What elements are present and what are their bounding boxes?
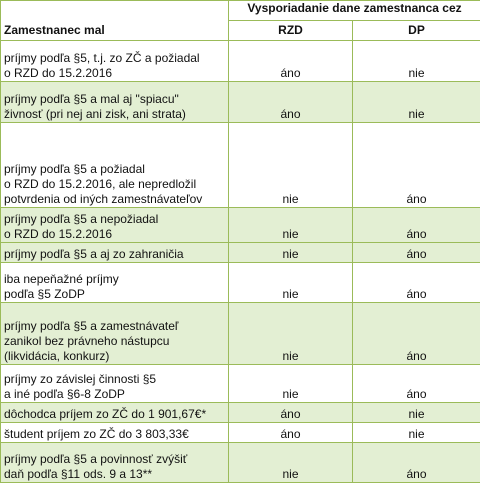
dp-cell: áno — [353, 243, 480, 263]
row-label — [1, 263, 229, 303]
row-label-line: príjmy podľa §5 a zamestnávateľ — [4, 319, 225, 334]
row-label — [1, 443, 229, 483]
table-row — [1, 243, 480, 263]
dp-cell: nie — [353, 82, 480, 123]
table-row — [1, 303, 480, 365]
row-label-line: príjmy podľa §5 a povinnosť zvýšiť — [4, 452, 225, 467]
row-label-line: potvrdenia od iných zamestnávateľov — [4, 192, 225, 207]
row-label-line: príjmy zo závislej činnosti §5 — [4, 372, 225, 387]
header-rzd: RZD — [229, 21, 353, 41]
row-label — [1, 123, 229, 208]
row-label-line: zanikol bez právneho nástupcu — [4, 334, 225, 349]
header-dp: DP — [353, 21, 480, 41]
row-label-line: o RZD do 15.2.2016 — [4, 66, 225, 81]
rzd-cell: nie — [229, 263, 353, 303]
row-label-line: dôchodca príjem zo ZČ do 1 901,67€* — [4, 407, 225, 422]
table-row — [1, 443, 480, 483]
row-label-line: príjmy podľa §5 a požiadal — [4, 162, 225, 177]
row-label-line: (likvidácia, konkurz) — [4, 349, 225, 364]
rzd-cell: nie — [229, 365, 353, 403]
table-row — [1, 403, 480, 423]
header-group-title: Vysporiadanie dane zamestnanca cez — [229, 1, 480, 21]
header-employee: Zamestnanec mal — [1, 1, 229, 41]
rzd-cell: áno — [229, 423, 353, 443]
row-label-line: príjmy podľa §5, t.j. zo ZČ a požiadal — [4, 51, 225, 66]
row-label-line: podľa §5 ZoDP — [4, 287, 225, 302]
rzd-cell: áno — [229, 403, 353, 423]
rzd-cell: nie — [229, 443, 353, 483]
row-label-line: príjmy podľa §5 a nepožiadal — [4, 212, 225, 227]
header-row-top — [1, 1, 480, 21]
dp-cell: áno — [353, 365, 480, 403]
row-label-line: daň podľa §11 ods. 9 a 13** — [4, 467, 225, 482]
table-row — [1, 423, 480, 443]
row-label-line: iba nepeňažné príjmy — [4, 272, 225, 287]
row-label-line: o RZD do 15.2.2016, ale nepredložil — [4, 177, 225, 192]
rzd-cell: nie — [229, 123, 353, 208]
dp-cell: nie — [353, 423, 480, 443]
rzd-cell: nie — [229, 303, 353, 365]
table-row — [1, 41, 480, 82]
dp-cell: nie — [353, 403, 480, 423]
rzd-cell: nie — [229, 243, 353, 263]
table-row — [1, 208, 480, 243]
rzd-cell: áno — [229, 82, 353, 123]
row-label — [1, 403, 229, 423]
row-label — [1, 208, 229, 243]
row-label — [1, 243, 229, 263]
row-label-line: príjmy podľa §5 a aj zo zahraničia — [4, 247, 225, 262]
row-label — [1, 82, 229, 123]
dp-cell: áno — [353, 123, 480, 208]
dp-cell: áno — [353, 443, 480, 483]
row-label — [1, 41, 229, 82]
table-row — [1, 82, 480, 123]
dp-cell: áno — [353, 263, 480, 303]
rzd-cell: nie — [229, 208, 353, 243]
table-row — [1, 263, 480, 303]
row-label — [1, 303, 229, 365]
dp-cell: nie — [353, 41, 480, 82]
row-label-line: a iné podľa §6-8 ZoDP — [4, 387, 225, 402]
table-row — [1, 123, 480, 208]
row-label-line: príjmy podľa §5 a mal aj "spiacu" — [4, 92, 225, 107]
row-label-line: živnosť (pri nej ani zisk, ani strata) — [4, 107, 225, 122]
table-row — [1, 365, 480, 403]
row-label — [1, 423, 229, 443]
row-label-line: študent príjem zo ZČ do 3 803,33€ — [4, 427, 225, 442]
rzd-cell: áno — [229, 41, 353, 82]
dp-cell: áno — [353, 303, 480, 365]
row-label — [1, 365, 229, 403]
dp-cell: áno — [353, 208, 480, 243]
row-label-line: o RZD do 15.2.2016 — [4, 227, 225, 242]
